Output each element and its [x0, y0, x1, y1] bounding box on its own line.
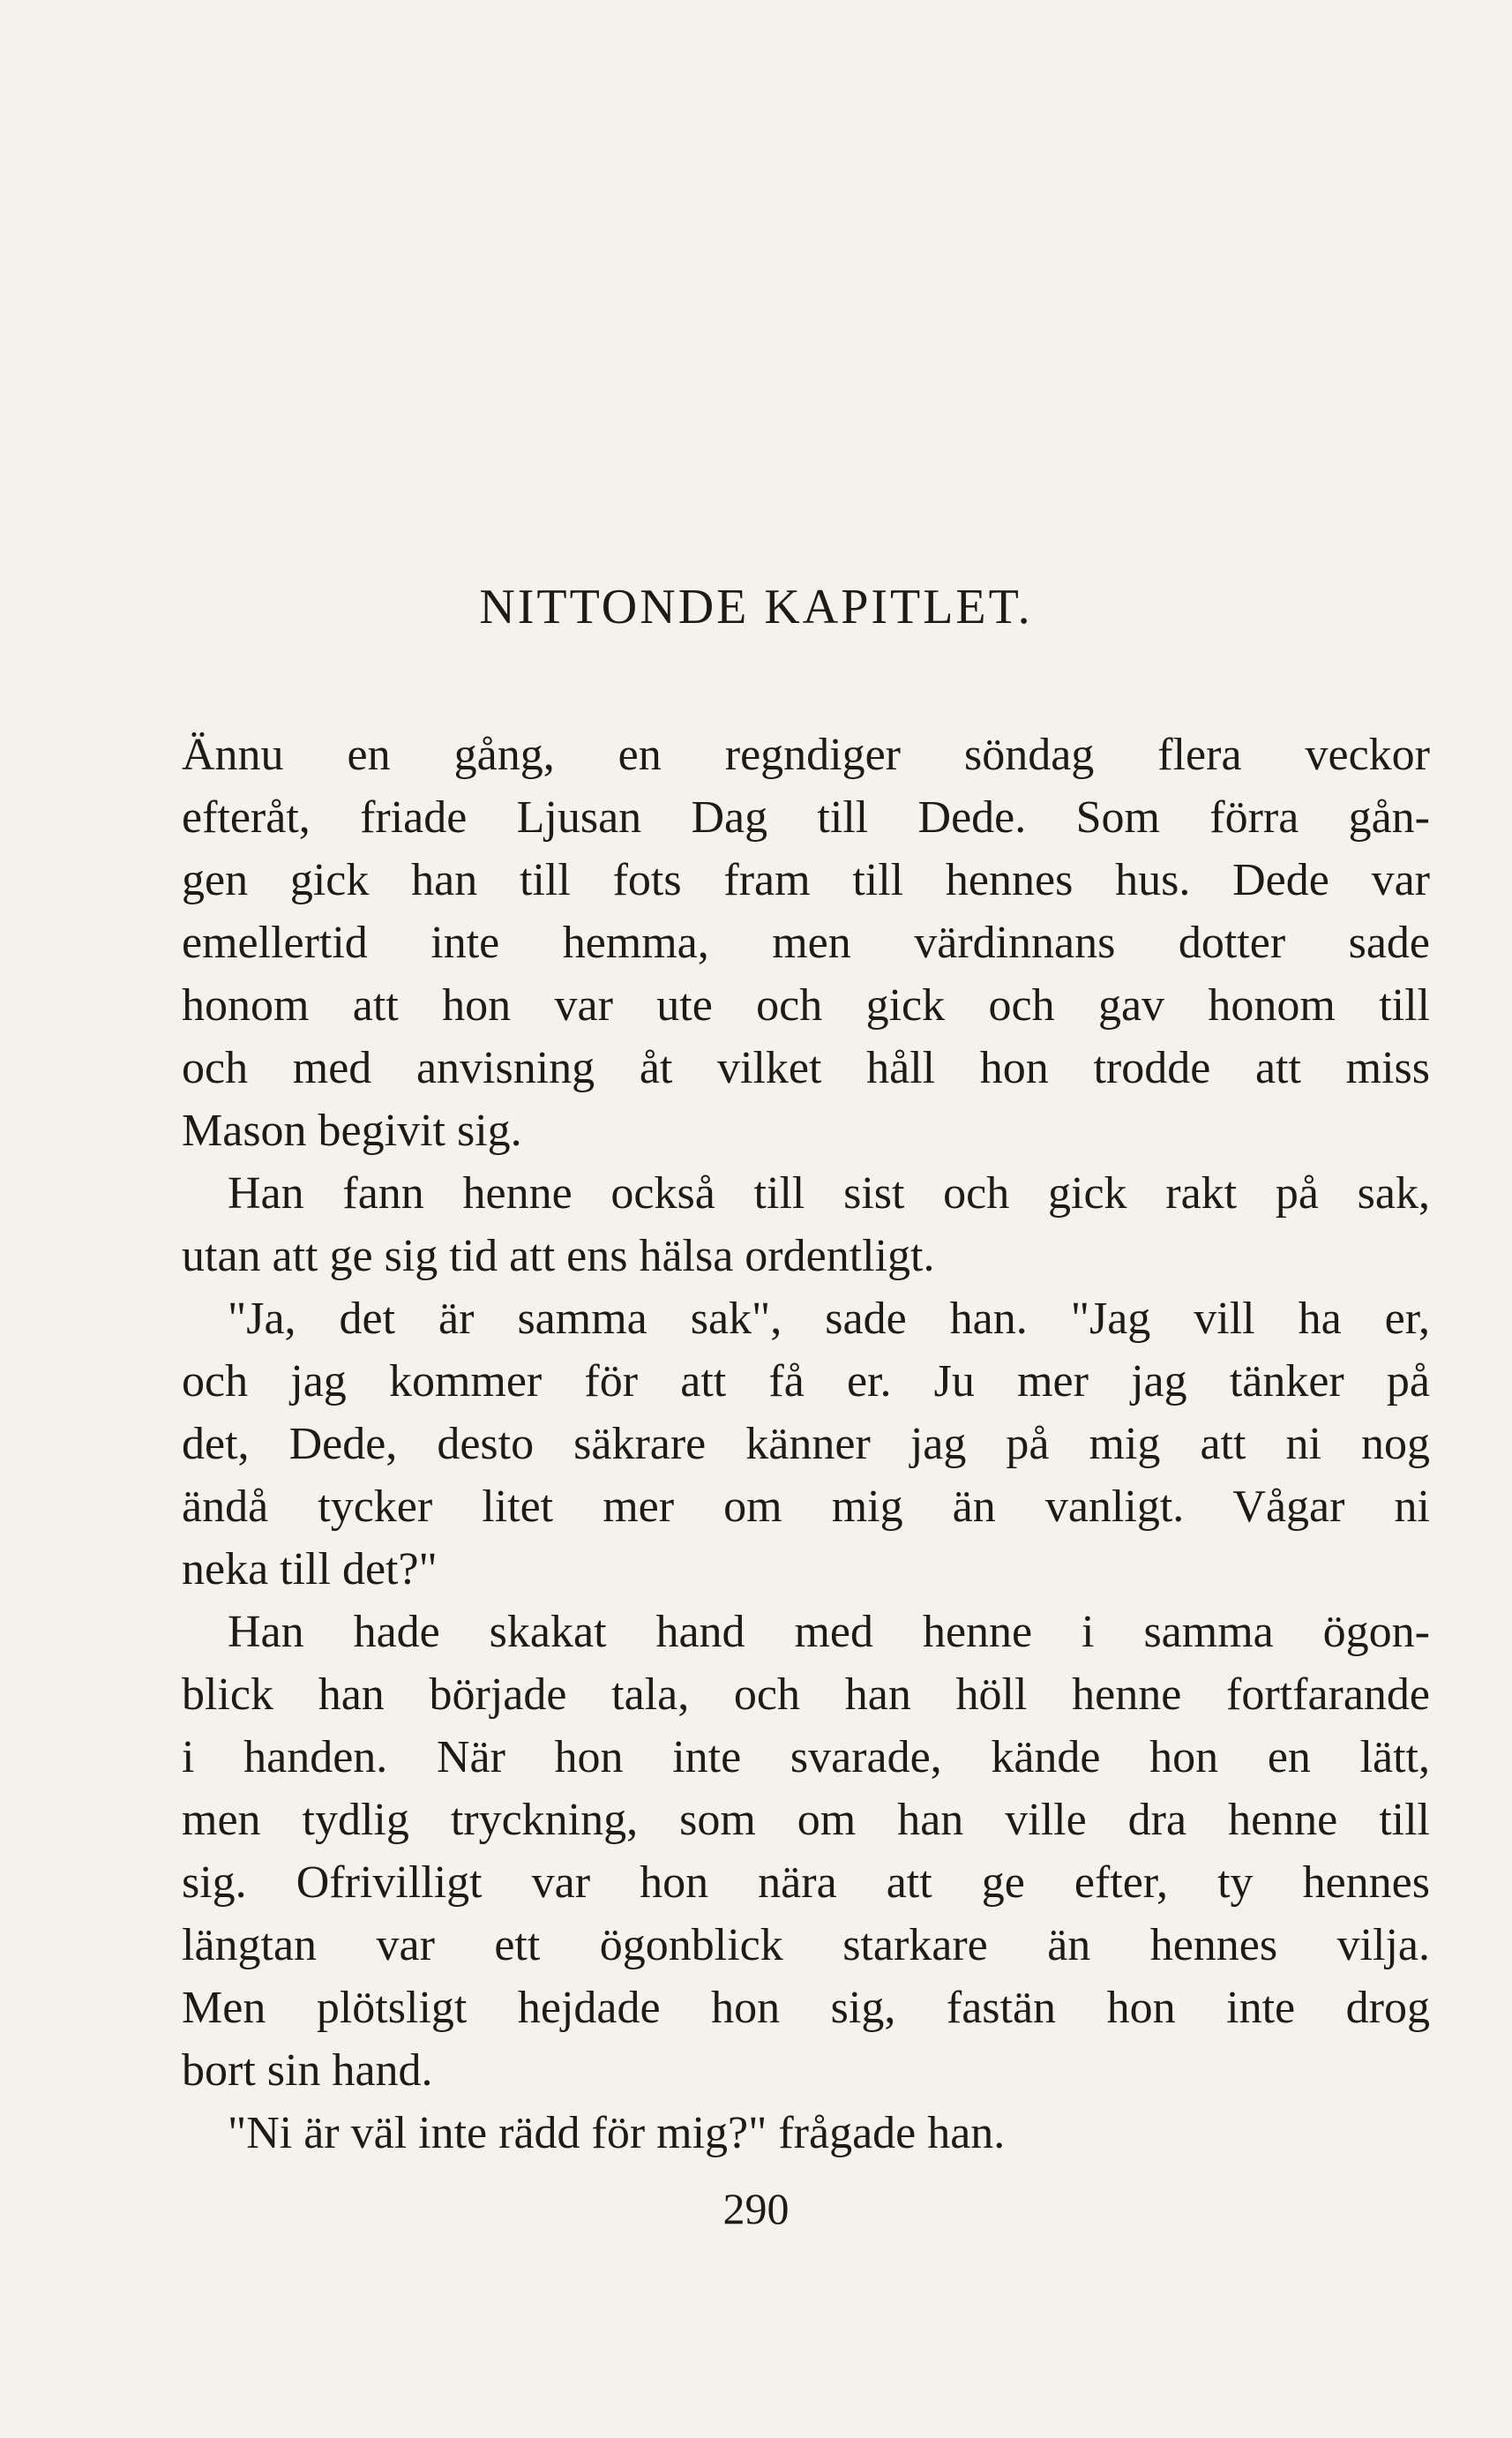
text-line: efteråt, friade Ljusan Dag till Dede. Som förra gån-: [182, 792, 1430, 843]
text-line: i handen. När hon inte svarade, kände hon en lätt,: [182, 1732, 1430, 1782]
page-number: 290: [722, 2184, 790, 2233]
text-line: neka till det?": [182, 1544, 438, 1594]
text-line: sig. Ofrivilligt var hon nära att ge efter, ty hennes: [182, 1857, 1430, 1908]
text-line: gen gick han till fots fram till hennes hus. Dede var: [182, 855, 1430, 905]
text-line: det, Dede, desto säkrare känner jag på mig att ni nog: [182, 1419, 1430, 1469]
text-line: men tydlig tryckning, som om han ville dra henne till: [182, 1795, 1430, 1845]
text-line: Han fann henne också till sist och gick rakt på sak,: [228, 1168, 1430, 1219]
text-line: utan att ge sig tid att ens hälsa ordentligt.: [182, 1231, 935, 1281]
text-line: och jag kommer för att få er. Ju mer jag tänker på: [182, 1356, 1430, 1407]
text-line: Han hade skakat hand med henne i samma ögon-: [228, 1607, 1430, 1657]
text-line: Mason begivit sig.: [182, 1106, 522, 1156]
text-line: Ännu en gång, en regndiger söndag flera veckor: [182, 730, 1430, 780]
text-line: emellertid inte hemma, men värdinnans dotter sade: [182, 918, 1430, 968]
chapter-title: NITTONDE KAPITLET.: [479, 580, 1033, 634]
text-line: Men plötsligt hejdade hon sig, fastän hon inte drog: [182, 1983, 1430, 2033]
text-line: blick han började tala, och han höll henne fortfarande: [182, 1669, 1430, 1720]
text-line: bort sin hand.: [182, 2045, 433, 2096]
text-line: längtan var ett ögonblick starkare än hennes vilja.: [182, 1920, 1430, 1970]
text-line: "Ja, det är samma sak", sade han. "Jag vill ha er,: [228, 1294, 1430, 1344]
text-line: ändå tycker litet mer om mig än vanligt. Vågar ni: [182, 1482, 1430, 1532]
text-line: och med anvisning åt vilket håll hon trodde att miss: [182, 1043, 1430, 1093]
body-text: [182, 724, 1430, 2164]
text-line: "Ni är väl inte rädd för mig?" frågade han.: [228, 2108, 1006, 2158]
text-line: honom att hon var ute och gick och gav honom till: [182, 980, 1430, 1031]
